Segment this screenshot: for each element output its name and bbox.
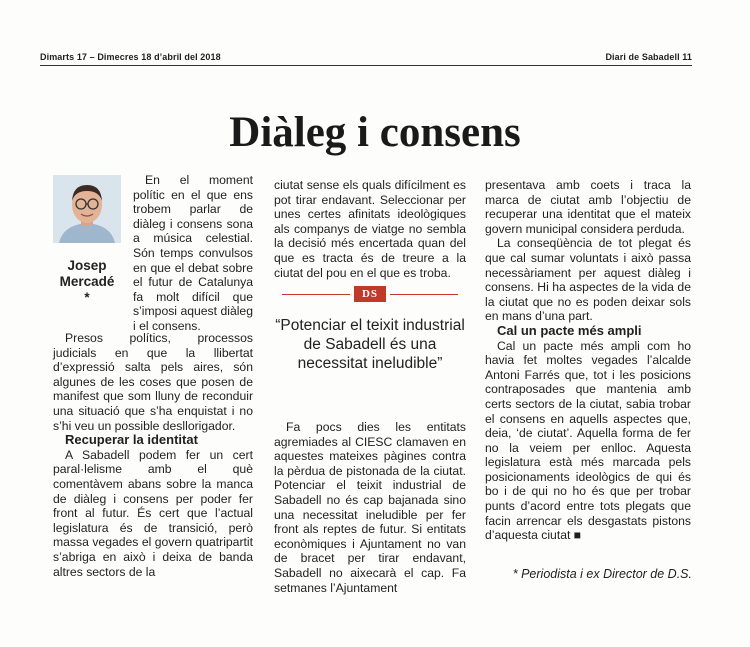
article-title: Diàleg i consens — [229, 109, 521, 156]
lead-paragraph: En el moment polític en el que ens trobem parlar de diàleg i consens sona a música celestial. Són temps convulsos en que el debat sobre el futur de Catalunya fa molt difícil que s’imposi aquest diàleg i el consens. — [133, 173, 253, 333]
subheading: Cal un pacte més ampli — [497, 322, 642, 338]
publication-header — [605, 52, 692, 62]
author-photo — [53, 175, 121, 243]
paragraph: La conseqüència de tot plegat és que cal sumar voluntats i això passa necessàriament per aquest diàleg i consens. Hi ha aspectes de la vida de la ciutat que no es poden deixar sols en mans d’una part. — [485, 236, 691, 324]
page-number: 11 — [682, 52, 692, 62]
column-2-top — [274, 178, 466, 280]
column-2-bottom — [274, 420, 466, 595]
separator-line-left — [282, 294, 350, 295]
issue-date: Dimarts 17 – Dimecres 18 d’abril del 2018 — [40, 52, 221, 62]
end-mark-icon: ■ — [573, 528, 582, 543]
header-rule — [40, 65, 692, 66]
ds-separator — [274, 286, 466, 302]
column-3 — [485, 178, 691, 543]
ds-logo: DS — [354, 286, 386, 302]
paragraph: Fa pocs dies les entitats agremiades al CIESC clamaven en aquestes mateixes pàgines contra la pèrdua de pistonada de la ciutat. Potenciar el teixit industrial de Sabadell no és cap bajanada sino una necessitat ineludible per fer front als reptes de futur. Si entitats econòmiques i Ajuntament no van de bracet per tirar endavant, Sabadell no aixecarà el cap. Fa setmanes l’Ajuntament — [274, 420, 466, 595]
footnote: * Periodista i ex Director de D.S. — [512, 567, 692, 581]
subheading: Recuperar la identitat — [65, 432, 198, 448]
paragraph: Presos polítics, processos judicials en que la llibertat d’expressió salta pels aires, són algunes de les coses que posen de manifest que som lluny de reconduir una situació que s’ha enquistat i no s’hi veu un possible desllorigador. — [53, 331, 253, 433]
paragraph: A Sabadell podem fer un cert paral·lelisme amb el què comentàvem abans sobre la manca de diàleg i consens per poder fer front al futur. És cert que l’actual legislatura és de transició, però massa vegades el govern quatripartit s’abriga en això i deixa de banda altres sectors de la — [53, 447, 253, 579]
paragraph — [485, 339, 691, 543]
publication-name: Diari de Sabadell — [605, 52, 680, 62]
pull-quote: “Potenciar el teixit industrial de Sabadell és una necessitat ineludible” — [275, 317, 465, 372]
author-name: Josep Mercadé — [59, 258, 115, 289]
paragraph: presentava amb coets i traca la marca de ciutat amb l’objectiu de recuperar una identitat que el mateix govern municipal considera perduda. — [485, 178, 691, 236]
author-marker: * — [84, 290, 90, 305]
separator-line-right — [390, 294, 458, 295]
author-byline — [53, 258, 121, 306]
paragraph: ciutat sense els quals difícilment es pot tirar endavant. Seleccionar per unes certes afinitats ideològiques als companys de viatge no sembla la decisió més encertada quan del que es tracta és de treure a la ciutat del pou en el que es troba. — [274, 178, 466, 280]
paragraph-text: Cal un pacte més ampli com ho havia fet moltes vegades l’alcalde Antoni Farrés que, tot i les posicions contraposades que mantenia amb certs sectors de la ciutat, sabia trobar el consens en aquells aspectes que, deia, ‘de ciutat’. Aquella forma de fer no la veiem per enlloc. Aquesta legislatura està més marcada pels posicionaments ideològics de qui és bo i de qui no ho és que per trobar punts d’acord entre tots plegats que facin arrencar els desgastats pistons d’aquesta ciutat — [485, 338, 691, 543]
